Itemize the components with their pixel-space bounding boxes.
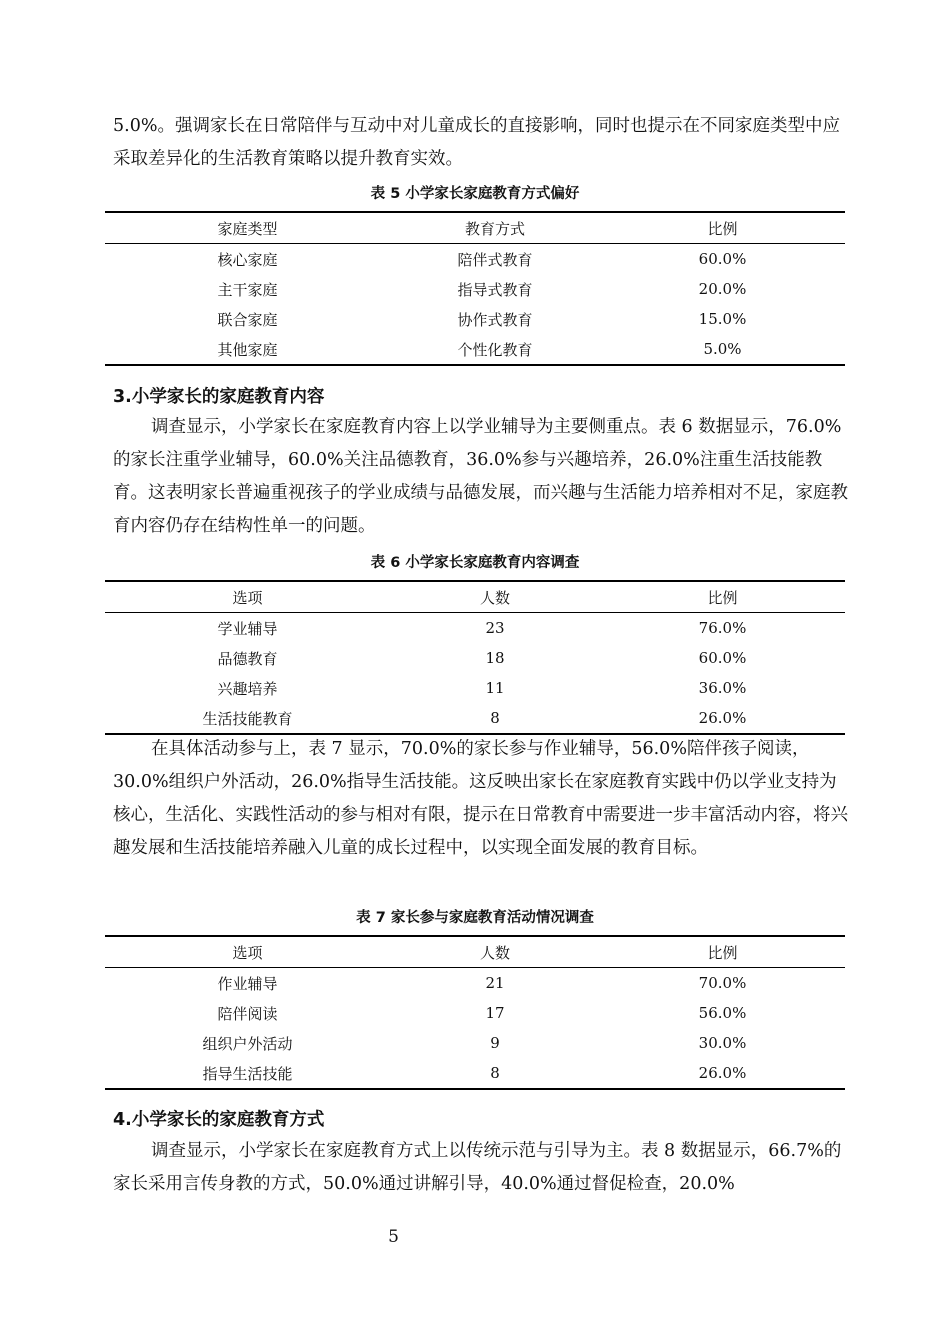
table-header-cell: 比例 xyxy=(600,581,845,613)
table6 xyxy=(105,580,845,735)
table-cell: 指导生活技能 xyxy=(105,1058,390,1089)
table-cell: 陪伴式教育 xyxy=(457,250,533,269)
table-cell: 76.0% xyxy=(698,619,747,637)
table-cell: 兴趣培养 xyxy=(217,679,278,698)
table7-caption: 表 7 家长参与家庭教育活动情况调查 xyxy=(356,910,594,926)
table-row xyxy=(105,274,845,304)
table-cell: 15.0% xyxy=(698,310,747,328)
table-header-row xyxy=(105,212,845,244)
table-cell: 26.0% xyxy=(600,1058,845,1089)
table-cell: 70.0% xyxy=(698,974,747,992)
section-heading-4: 4.小学家长的家庭教育方式 xyxy=(113,1110,325,1130)
table-cell: 组织户外活动 xyxy=(202,1034,293,1053)
table-cell: 11 xyxy=(485,679,505,697)
page-number: 5 xyxy=(388,1227,399,1247)
table-cell: 60.0% xyxy=(698,649,747,667)
section-heading-3: 3.小学家长的家庭教育内容 xyxy=(113,387,325,407)
table-header-cell: 家庭类型 xyxy=(105,212,390,244)
table-header-row xyxy=(105,936,845,968)
table-cell: 个性化教育 xyxy=(390,334,600,365)
table-header-cell: 比例 xyxy=(600,936,845,968)
table-row xyxy=(105,643,845,673)
table-row xyxy=(105,334,845,365)
table-header-cell: 人数 xyxy=(390,581,600,613)
table-header-cell: 人数 xyxy=(390,936,600,968)
table-cell: 陪伴阅读 xyxy=(217,1004,278,1023)
table-cell: 36.0% xyxy=(698,679,747,697)
table-row xyxy=(105,968,845,999)
table-header-cell: 选项 xyxy=(105,581,390,613)
table-cell: 30.0% xyxy=(698,1034,747,1052)
table-row xyxy=(105,1028,845,1058)
table-cell: 品德教育 xyxy=(217,649,278,668)
table-cell: 主干家庭 xyxy=(217,280,278,299)
table-row xyxy=(105,703,845,734)
table-row xyxy=(105,998,845,1028)
paragraph-methods: 调查显示，小学家长在家庭教育方式上以传统示范与引导为主。表 8 数据显示，66.7%的家长采用言传身教的方式，50.0%通过讲解引导，40.0%通过督促检查，20.0% xyxy=(113,1141,842,1194)
table6-caption: 表 6 小学家长家庭教育内容调查 xyxy=(370,555,580,571)
table-cell: 协作式教育 xyxy=(457,310,533,329)
table-row xyxy=(105,673,845,703)
table-row xyxy=(105,613,845,644)
table5-caption: 表 5 小学家长家庭教育方式偏好 xyxy=(370,186,580,202)
paragraph-activities: 在具体活动参与上，表 7 显示，70.0%的家长参与作业辅导，56.0%陪伴孩子阅读，30.0%组织户外活动，26.0%指导生活技能。这反映出家长在家庭教育实践中仍以学业支持为核心，生活化、实践性活动的参与相对有限，提示在日常教育中需要进一步丰富活动内容，将兴趣发展和生活技能培养融入儿童的成长过程中，以实现全面发展的教育目标。 xyxy=(113,739,848,858)
table-cell: 17 xyxy=(485,1004,505,1022)
table-header-row xyxy=(105,581,845,613)
table-cell: 核心家庭 xyxy=(217,250,278,269)
table-cell: 学业辅导 xyxy=(217,619,278,638)
table-cell: 8 xyxy=(390,1058,600,1089)
table-cell: 生活技能教育 xyxy=(105,703,390,734)
table-cell: 其他家庭 xyxy=(105,334,390,365)
table-cell: 8 xyxy=(390,703,600,734)
table-cell: 9 xyxy=(490,1034,500,1052)
table-row xyxy=(105,304,845,334)
table-header-cell: 选项 xyxy=(105,936,390,968)
table5 xyxy=(105,211,845,366)
table-cell: 20.0% xyxy=(698,280,747,298)
table-cell: 18 xyxy=(485,649,505,667)
table-cell: 56.0% xyxy=(698,1004,747,1022)
table-cell: 21 xyxy=(485,974,505,992)
paragraph-content-survey: 调查显示，小学家长在家庭教育内容上以学业辅导为主要侧重点。表 6 数据显示，76.0%的家长注重学业辅导，60.0%关注品德教育，36.0%参与兴趣培养，26.0%注重生活技能教育。这表明家长普遍重视孩子的学业成绩与品德发展，而兴趣与生活能力培养相对不足，家庭教育内容仍存在结构性单一的问题。 xyxy=(113,417,848,536)
table-row xyxy=(105,244,845,275)
table-cell: 指导式教育 xyxy=(457,280,533,299)
table-cell: 23 xyxy=(485,619,505,637)
table-cell: 26.0% xyxy=(600,703,845,734)
table-header-cell: 比例 xyxy=(600,212,845,244)
paragraph-intro: 5.0%。强调家长在日常陪伴与互动中对儿童成长的直接影响，同时也提示在不同家庭类型中应采取差异化的生活教育策略以提升教育实效。 xyxy=(113,116,840,169)
table-cell: 5.0% xyxy=(600,334,845,365)
table-row xyxy=(105,1058,845,1089)
table-cell: 作业辅导 xyxy=(217,974,278,993)
table-cell: 联合家庭 xyxy=(217,310,278,329)
table7 xyxy=(105,935,845,1090)
table-cell: 60.0% xyxy=(698,250,747,268)
table-header-cell: 教育方式 xyxy=(390,212,600,244)
